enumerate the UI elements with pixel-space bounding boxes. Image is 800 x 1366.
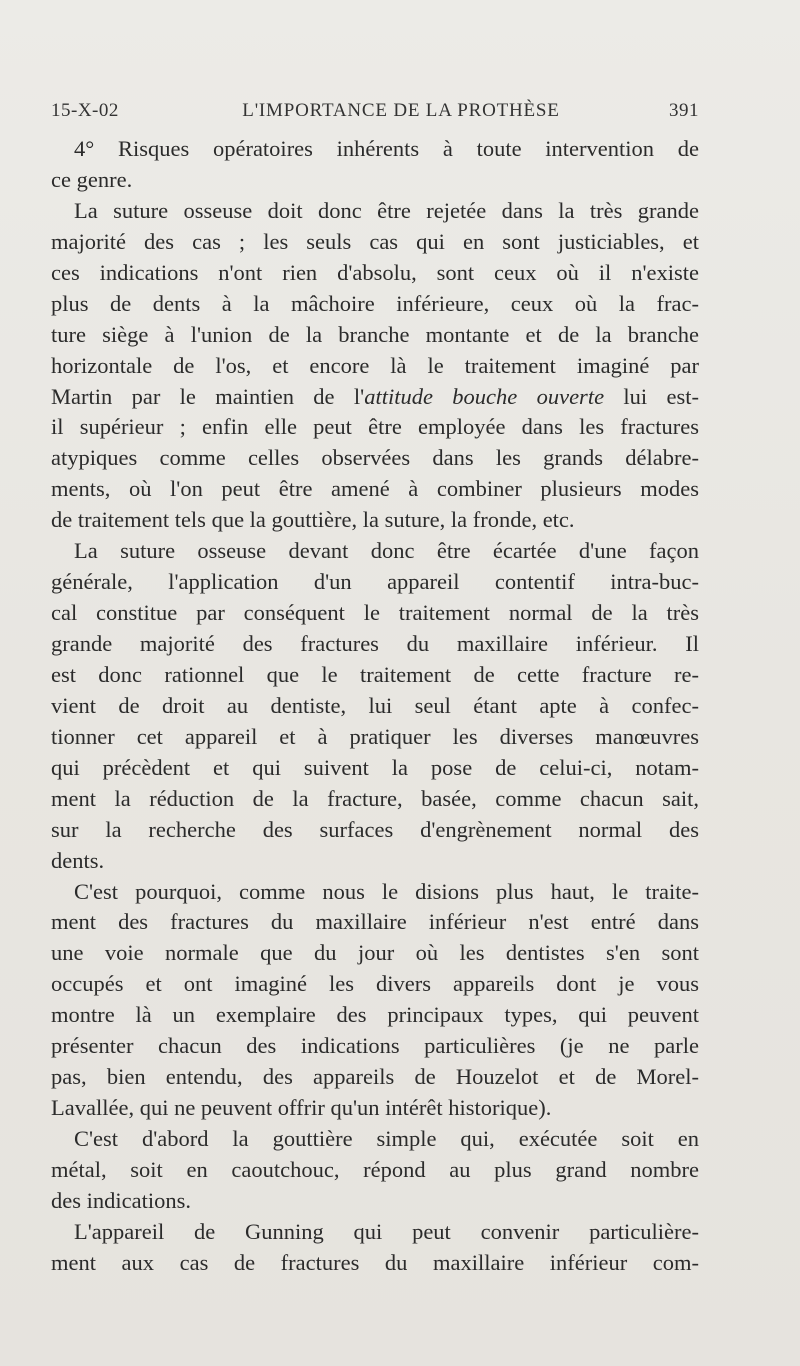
text-line-content: ce genre. xyxy=(51,166,133,192)
text-line xyxy=(51,1062,699,1093)
text-line-content: présenter chacun des indications particulières (je ne parle xyxy=(51,1033,699,1059)
text-line xyxy=(51,598,699,629)
text-line-content: 4° Risques opératoires inhérents à toute intervention de xyxy=(74,136,699,161)
text-line-content: ment aux cas de fractures du maxillaire inférieur com- xyxy=(51,1249,699,1275)
text-line xyxy=(51,877,699,908)
text-line xyxy=(51,227,699,258)
text-line xyxy=(51,784,699,815)
text-line xyxy=(51,382,699,413)
text-line-content: pas, bien entendu, des appareils de Houzelot et de Morel- xyxy=(51,1064,699,1090)
text-line xyxy=(51,1031,699,1062)
text-line xyxy=(51,443,699,474)
text-line-content: qui précèdent et qui suivent la pose de celui-ci, notam- xyxy=(51,754,699,780)
text-line xyxy=(51,258,699,289)
text-line-content: ture siège à l'union de la branche montante et de la branche xyxy=(51,321,699,347)
text-line-continuation: lui est- xyxy=(604,383,699,409)
text-line-content: sur la recherche des surfaces d'engrènement normal des xyxy=(51,816,699,842)
text-line-content: Lavallée, qui ne peuvent offrir qu'un intérêt historique). xyxy=(51,1095,552,1121)
text-line xyxy=(51,536,699,567)
text-line xyxy=(51,474,699,505)
text-line-content: ment des fractures du maxillaire inférieur n'est entré dans xyxy=(51,909,699,935)
text-line-content: des indications. xyxy=(51,1187,191,1213)
text-line-content: C'est pourquoi, comme nous le disions plus haut, le traite- xyxy=(74,878,699,904)
text-line xyxy=(51,320,699,351)
text-line xyxy=(51,1124,699,1155)
header-date: 15-X-02 xyxy=(51,100,119,121)
text-line-content: dents. xyxy=(51,847,105,873)
text-line-content: il supérieur ; enfin elle peut être employée dans les fractures xyxy=(51,414,699,440)
text-line xyxy=(51,134,699,165)
page-number: 391 xyxy=(669,100,699,121)
text-line xyxy=(51,846,699,877)
text-line xyxy=(51,815,699,846)
text-line xyxy=(51,1186,699,1217)
text-line xyxy=(51,351,699,382)
text-line xyxy=(51,660,699,691)
text-line xyxy=(51,412,699,443)
text-line xyxy=(51,722,699,753)
text-line xyxy=(51,165,699,196)
text-line-content: est donc rationnel que le traitement de cette fracture re- xyxy=(51,661,699,687)
text-line-content: ment la réduction de la fracture, basée, comme chacun sait, xyxy=(51,785,699,811)
text-line xyxy=(51,289,699,320)
text-line-content: cal constitue par conséquent le traitement normal de la très xyxy=(51,600,699,626)
text-line-content: une voie normale que du jour où les dentistes s'en sont xyxy=(51,940,699,966)
text-line-content: de traitement tels que la gouttière, la suture, la fronde, etc. xyxy=(51,507,575,533)
text-line-content: L'appareil de Gunning qui peut convenir particulière- xyxy=(74,1218,699,1244)
text-line xyxy=(51,567,699,598)
text-line-content: tionner cet appareil et à pratiquer les diverses manœuvres xyxy=(51,723,699,749)
text-line-content: Martin par le maintien de l' xyxy=(51,383,365,409)
text-line-content: générale, l'application d'un appareil contentif intra-buc- xyxy=(51,569,699,595)
text-line xyxy=(51,753,699,784)
text-line-content: montre là un exemplaire des principaux types, qui peuvent xyxy=(51,1002,699,1028)
text-line-content: plus de dents à la mâchoire inférieure, ceux où la frac- xyxy=(51,290,699,316)
text-line-content: horizontale de l'os, et encore là le traitement imaginé par xyxy=(51,352,699,378)
text-line xyxy=(51,1248,699,1279)
text-line xyxy=(51,1217,699,1248)
header-title: L'IMPORTANCE DE LA PROTHÈSE xyxy=(242,100,560,121)
body-text xyxy=(51,134,699,1279)
text-line xyxy=(51,691,699,722)
text-line-content: occupés et ont imaginé les divers appareils dont je vous xyxy=(51,971,699,997)
text-line xyxy=(51,938,699,969)
text-line-content: La suture osseuse doit donc être rejetée dans la très grande xyxy=(74,197,699,223)
text-line xyxy=(51,1155,699,1186)
running-head xyxy=(51,100,699,130)
text-line-content: grande majorité des fractures du maxillaire inférieur. Il xyxy=(51,631,699,656)
text-line xyxy=(51,907,699,938)
text-line-content: vient de droit au dentiste, lui seul étant apte à confec- xyxy=(51,692,699,718)
text-line-content: atypiques comme celles observées dans les grands délabre- xyxy=(51,445,699,471)
text-line xyxy=(51,1000,699,1031)
text-line-content: ments, où l'on peut être amené à combiner plusieurs modes xyxy=(51,476,699,502)
text-line xyxy=(51,1093,699,1124)
text-line xyxy=(51,505,699,536)
text-line xyxy=(51,629,699,660)
text-line-content: métal, soit en caoutchouc, répond au plus grand nombre xyxy=(51,1156,699,1182)
text-line-content: C'est d'abord la gouttière simple qui, exécutée soit en xyxy=(74,1126,699,1151)
text-line xyxy=(51,969,699,1000)
text-line-content: ces indications n'ont rien d'absolu, sont ceux où il n'existe xyxy=(51,259,699,285)
italic-phrase: attitude bouche ouverte xyxy=(364,383,605,409)
text-line-content: La suture osseuse devant donc être écartée d'une façon xyxy=(74,538,699,564)
text-line-content: majorité des cas ; les seuls cas qui en sont justiciables, et xyxy=(51,228,699,254)
text-line xyxy=(51,196,699,227)
